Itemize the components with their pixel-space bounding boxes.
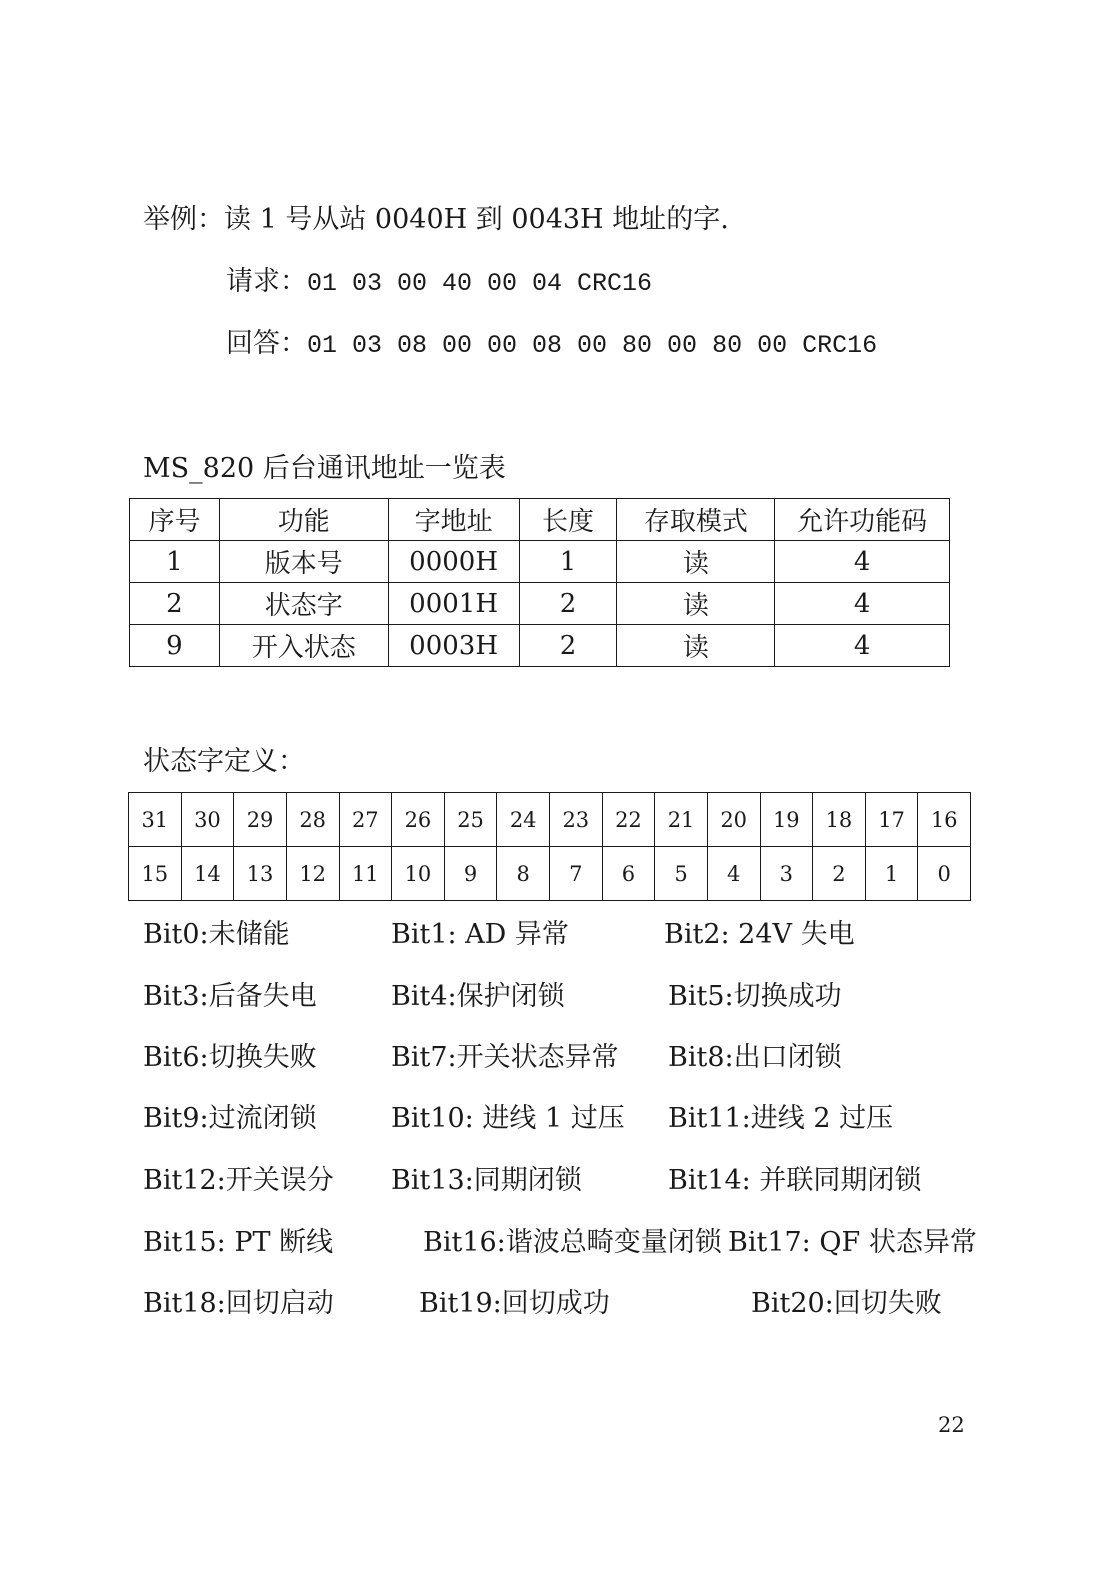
status-word-caption: 状态字定义：: [143, 746, 305, 777]
table-cell: 9: [130, 625, 220, 667]
request-label: 请求：: [226, 266, 307, 297]
bit-definition: Bit13:同期闭锁: [391, 1165, 582, 1196]
table-cell: 状态字: [219, 583, 388, 625]
table-cell: 版本号: [219, 541, 388, 583]
bit-definition: Bit6:切换失败: [143, 1042, 317, 1073]
bit-row-low: [129, 847, 971, 901]
table-cell: 0000H: [388, 541, 519, 583]
table-cell: 4: [775, 583, 950, 625]
bit-row-high: [129, 793, 971, 847]
bit-definition: Bit8:出口闭锁: [668, 1042, 842, 1073]
bit-cell: 13: [234, 847, 287, 901]
table-cell: 读: [617, 583, 775, 625]
bit-cell: 7: [550, 847, 603, 901]
bit-cell: 12: [286, 847, 339, 901]
bit-cell: 1: [865, 847, 918, 901]
bit-cell: 20: [707, 793, 760, 847]
address-table-caption: MS_820 后台通讯地址一览表: [143, 453, 506, 484]
bit-definition: Bit19:回切成功: [419, 1288, 610, 1319]
bit-cell: 31: [129, 793, 182, 847]
bit-cell: 9: [444, 847, 497, 901]
bit-definition: Bit14: 并联同期闭锁: [668, 1165, 922, 1196]
table-cell: 2: [130, 583, 220, 625]
example-title: 举例：读 1 号从站 0040H 到 0043H 地址的字.: [143, 204, 729, 235]
table-row: [130, 583, 950, 625]
bit-cell: 24: [497, 793, 550, 847]
bit-cell: 25: [444, 793, 497, 847]
page-number: 22: [938, 1413, 965, 1437]
bit-cell: 29: [234, 793, 287, 847]
header-cell: 字地址: [388, 499, 519, 541]
table-cell: 1: [519, 541, 617, 583]
table-header-row: [130, 499, 950, 541]
table-cell: 2: [519, 625, 617, 667]
bit-cell: 16: [918, 793, 971, 847]
bit-definition: Bit4:保护闭锁: [391, 981, 565, 1012]
bit-definition: Bit2: 24V 失电: [664, 919, 855, 950]
bit-cell: 6: [602, 847, 655, 901]
bit-definition: Bit16:谐波总畸变量闭锁: [423, 1227, 722, 1258]
bit-cell: 23: [550, 793, 603, 847]
bit-cell: 3: [760, 847, 813, 901]
table-row: [130, 541, 950, 583]
response-label: 回答：: [226, 328, 307, 359]
request-line: [226, 268, 652, 296]
header-cell: 功能: [219, 499, 388, 541]
bit-cell: 22: [602, 793, 655, 847]
bit-cell: 21: [655, 793, 708, 847]
response-line: [226, 330, 877, 358]
bit-cell: 10: [392, 847, 445, 901]
bit-definition: Bit10: 进线 1 过压: [391, 1103, 625, 1134]
bit-definition: Bit0:未储能: [143, 919, 290, 950]
table-cell: 1: [130, 541, 220, 583]
bit-definition: Bit1: AD 异常: [391, 919, 569, 950]
bit-definition: Bit20:回切失败: [751, 1288, 942, 1319]
bit-cell: 17: [865, 793, 918, 847]
bit-cell: 4: [707, 847, 760, 901]
bit-cell: 19: [760, 793, 813, 847]
table-cell: 开入状态: [219, 625, 388, 667]
response-value: 01 03 08 00 00 08 00 80 00 80 00 CRC16: [307, 331, 878, 360]
bit-cell: 2: [813, 847, 866, 901]
bit-definition: Bit17: QF 状态异常: [728, 1227, 977, 1258]
bit-cell: 5: [655, 847, 708, 901]
bit-cell: 27: [339, 793, 392, 847]
bit-cell: 28: [286, 793, 339, 847]
bit-cell: 30: [181, 793, 234, 847]
bit-definition: Bit7:开关状态异常: [391, 1042, 619, 1073]
table-cell: 0003H: [388, 625, 519, 667]
header-cell: 长度: [519, 499, 617, 541]
bit-cell: 18: [813, 793, 866, 847]
table-cell: 0001H: [388, 583, 519, 625]
table-cell: 2: [519, 583, 617, 625]
bit-cell: 26: [392, 793, 445, 847]
bit-definition: Bit18:回切启动: [143, 1288, 334, 1319]
bit-cell: 14: [181, 847, 234, 901]
bit-definition: Bit15: PT 断线: [143, 1227, 334, 1258]
table-row: [130, 625, 950, 667]
table-cell: 4: [775, 541, 950, 583]
table-cell: 读: [617, 541, 775, 583]
bit-table: [128, 792, 971, 901]
header-cell: 序号: [130, 499, 220, 541]
header-cell: 允许功能码: [775, 499, 950, 541]
bit-definition: Bit3:后备失电: [143, 981, 317, 1012]
bit-definition: Bit11:进线 2 过压: [668, 1103, 894, 1134]
bit-definition: Bit12:开关误分: [143, 1165, 334, 1196]
table-cell: 读: [617, 625, 775, 667]
bit-cell: 0: [918, 847, 971, 901]
request-value: 01 03 00 40 00 04 CRC16: [307, 269, 653, 298]
header-cell: 存取模式: [617, 499, 775, 541]
bit-cell: 8: [497, 847, 550, 901]
table-cell: 4: [775, 625, 950, 667]
address-table: [129, 498, 950, 667]
bit-cell: 11: [339, 847, 392, 901]
bit-definition: Bit5:切换成功: [668, 981, 842, 1012]
bit-cell: 15: [129, 847, 182, 901]
bit-definition: Bit9:过流闭锁: [143, 1103, 317, 1134]
